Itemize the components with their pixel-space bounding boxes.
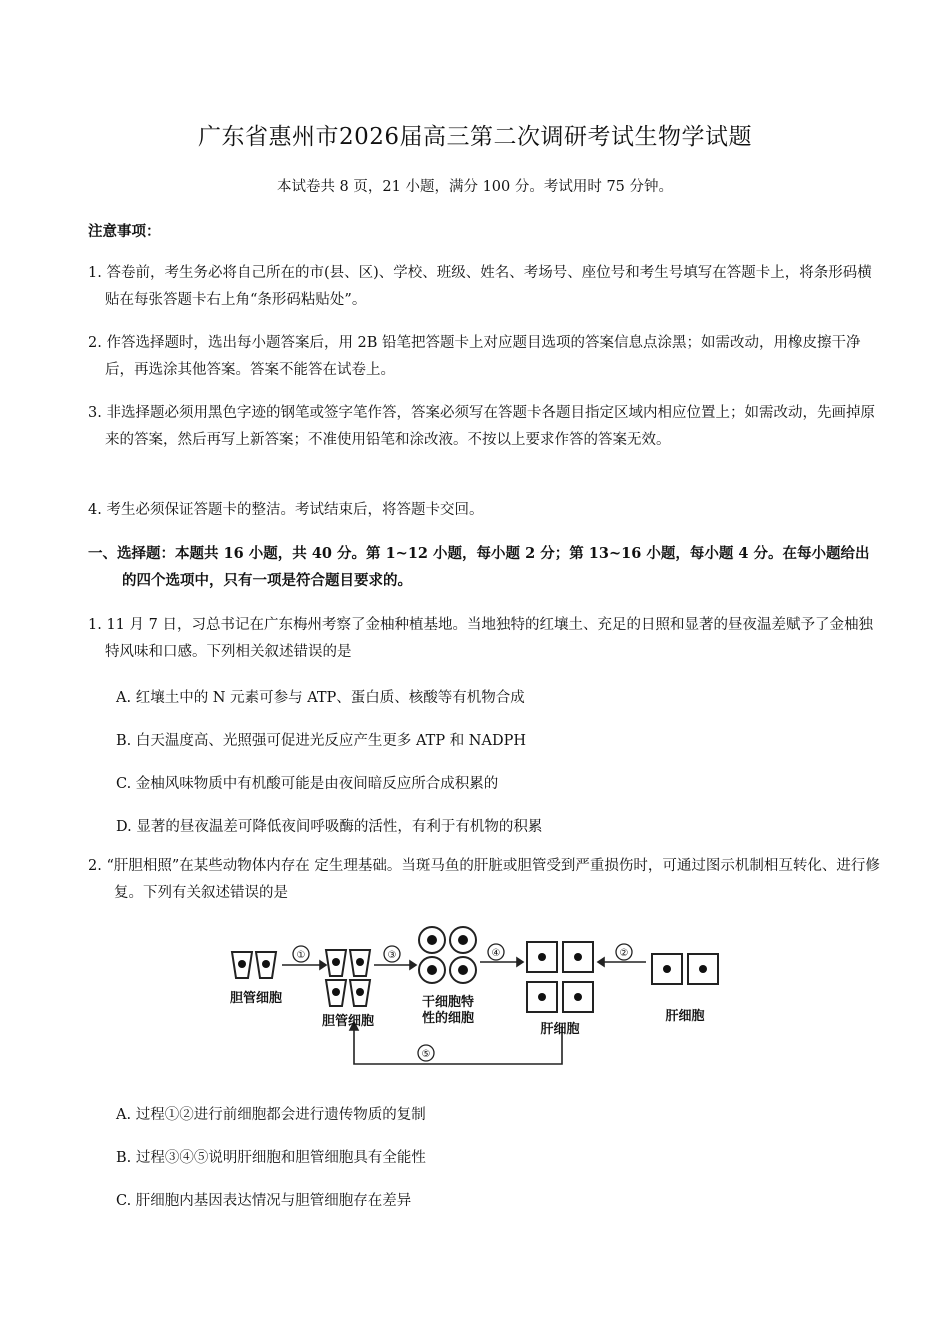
label-stem-line2: 性的细胞	[421, 1011, 475, 1026]
notice-item-2: 2. 作答选择题时，选出每小题答案后，用 2B 铅笔把答题卡上对应题目选项的答案信息点涂黑；如需改动，用橡皮擦干净后，再选涂其他答案。答案不能答在试卷上。	[88, 335, 861, 378]
notice-item-4: 4. 考生必须保证答题卡的整洁。考试结束后，将答题卡交回。	[88, 502, 484, 518]
notice-heading: 注意事项：	[88, 223, 161, 240]
step-3-label: ③	[387, 950, 397, 961]
q1-option-b: B. 白天温度高、光照强可促进光反应产生更多 ATP 和 NADPH	[116, 733, 526, 749]
step-2-label: ②	[619, 948, 629, 959]
label-hep-right: 肝细胞	[665, 1009, 705, 1024]
q2-option-a: A. 过程①②进行前细胞都会进行遗传物质的复制	[116, 1107, 426, 1123]
liver-bile-diagram	[222, 922, 732, 1077]
q2-option-b: B. 过程③④⑤说明肝细胞和胆管细胞具有全能性	[116, 1150, 426, 1166]
q2-option-c: C. 肝细胞内基因表达情况与胆管细胞存在差异	[116, 1193, 412, 1209]
q1-option-a: A. 红壤土中的 N 元素可参与 ATP、蛋白质、核酸等有机物合成	[116, 690, 525, 706]
exam-info: 本试卷共 8 页，21 小题，满分 100 分。考试用时 75 分钟。	[276, 179, 674, 195]
step-5-label: ⑤	[421, 1049, 431, 1060]
notice-item-1: 1. 答卷前，考生务必将自己所在的市(县、区)、学校、班级、姓名、考场号、座位号和考生号填写在答题卡上，将条形码横贴在每张答题卡右上角“条形码粘贴处”。	[88, 265, 872, 308]
notice-item-3: 3. 非选择题必须用黑色字迹的钢笔或签字笔作答，答案必须写在答题卡各题目指定区域内相应位置上；如需改动，先画掉原来的答案，然后再写上新答案；不准使用铅笔和涂改液。不按以上要求作答的答案无效。	[88, 405, 875, 448]
section-1-heading: 一、选择题：本题共 16 小题，共 40 分。第 1~12 小题，每小题 2 分；第 13~16 小题，每小题 4 分。在每小题给出的四个选项中，只有一项是符合题目要求的。	[88, 545, 870, 589]
label-bile-left: 胆管细胞	[229, 991, 283, 1006]
label-bile-mid: 胆管细胞	[321, 1014, 375, 1029]
q1-option-d: D. 显著的昼夜温差可降低夜间呼吸酶的活性，有利于有机物的积累	[116, 819, 543, 835]
step-1-label: ①	[296, 950, 306, 961]
label-stem-line1: 干细胞特	[421, 995, 475, 1010]
q1-option-c: C. 金柚风味物质中有机酸可能是由夜间暗反应所合成积累的	[116, 776, 499, 792]
question-1-stem: 1. 11 月 7 日，习总书记在广东梅州考察了金柚种植基地。当地独特的红壤土、充足的日照和显著的昼夜温差赋予了金柚独特风味和口感。下列相关叙述错误的是	[88, 617, 873, 660]
step-4-label: ④	[491, 948, 501, 959]
question-2-stem: 2. “肝胆相照”在某些动物体内存在 定生理基础。当斑马鱼的肝脏或胆管受到严重损伤时，可通过图示机制相互转化、进行修复。下列有关叙述错误的是	[88, 858, 880, 901]
page-title: 广东省惠州市2026届高三第二次调研考试生物学试题	[197, 124, 753, 150]
label-hep-mid: 肝细胞	[540, 1022, 580, 1037]
